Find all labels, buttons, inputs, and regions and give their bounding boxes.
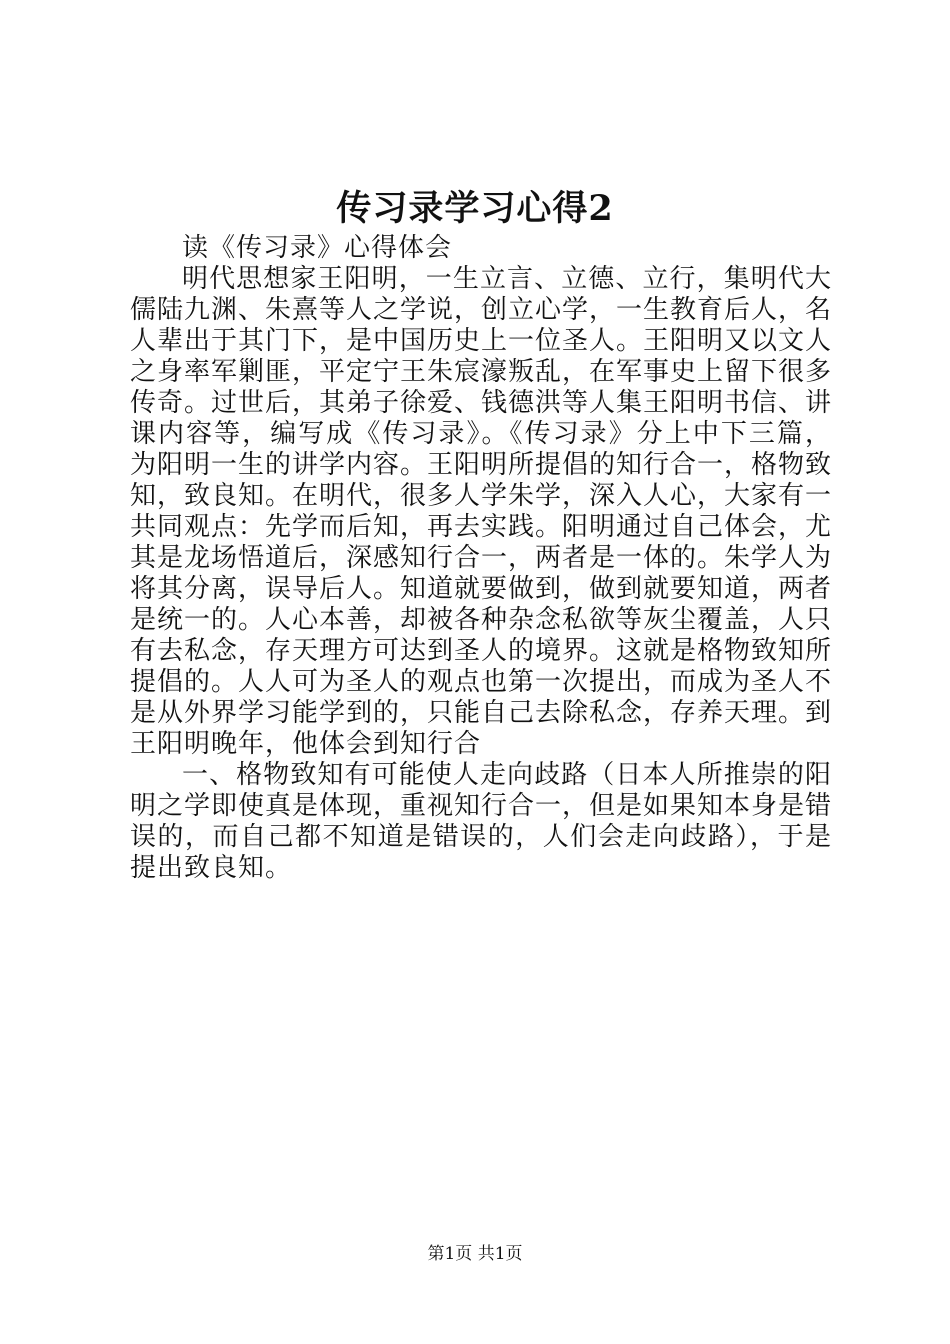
paragraph-point-one: 一、格物致知有可能使人走向歧路（日本人所推崇的阳明之学即使真是体现，重视知行合一，但是如果知本身是错误的，而自己都不知道是错误的，人们会走向歧路），于是提出致良知。 bbox=[130, 760, 833, 883]
page-footer: 第1页 共1页 bbox=[427, 1244, 523, 1264]
paragraph-main: 明代思想家王阳明，一生立言、立德、立行，集明代大儒陆九渊、朱熹等人之学说，创立心学，一生教育后人，名人辈出于其门下，是中国历史上一位圣人。王阳明又以文人之身率军剿匪，平定宁王朱宸濠叛乱，在军事史上留下很多传奇。过世后，其弟子徐爱、钱德洪等人集王阳明书信、讲课内容等，编写成《传习录》。《传习录》分上中下三篇，为阳明一生的讲学内容。王阳明所提倡的知行合一，格物致知，致良知。在明代，很多人学朱学，深入人心，大家有一共同观点：先学而后知，再去实践。阳明通过自己体会，尤其是龙场悟道后，深感知行合一，两者是一体的。朱学人为将其分离，误导后人。知道就要做到，做到就要知道，两者是统一的。人心本善，却被各种杂念私欲等灰尘覆盖，人只有去私念，存天理方可达到圣人的境界。这就是格物致知所提倡的。人人可为圣人的观点也第一次提出，而成为圣人不是从外界学习能学到的，只能自己去除私念，存养天理。到王阳明晚年，他体会到知行合 bbox=[130, 264, 833, 759]
document-body bbox=[130, 233, 832, 884]
document-title: 传习录学习心得2 bbox=[336, 188, 614, 229]
paragraph-heading: 读《传习录》心得体会 bbox=[182, 233, 453, 263]
